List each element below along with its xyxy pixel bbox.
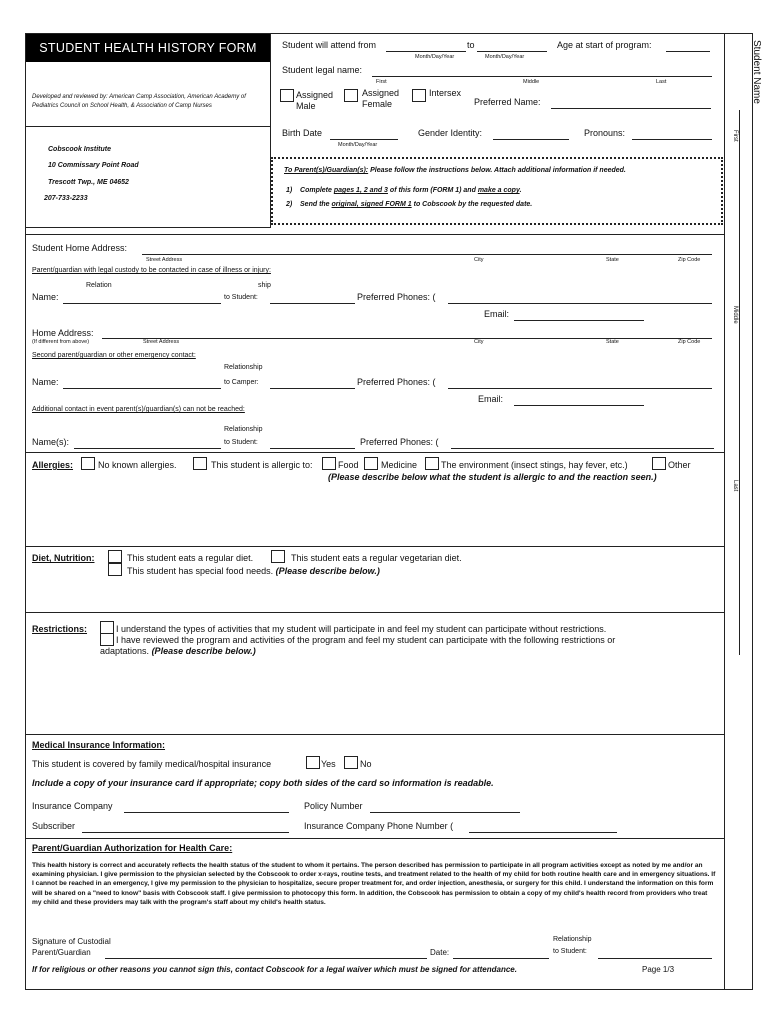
allergies-describe: (Please describe below what the student is allergic to and the reaction seen.) [328,472,657,482]
insurance-copy-note: Include a copy of your insurance card if appropriate; copy both sides of the card so information is readable. [32,778,494,788]
insurance-no-label: No [360,759,372,769]
other-allergy-checkbox[interactable] [652,457,666,470]
auth-relationship-label: Relationship [553,936,592,943]
policy-number-label: Policy Number [304,801,363,811]
side-middle-label: Middle [732,306,738,324]
mdy-label-1: Month/Day/Year [415,54,455,60]
section-divider-allergies [25,452,724,453]
section-divider-insurance [25,734,724,735]
org-phone: 207-733-2233 [44,195,88,202]
preferred-name-label: Preferred Name: [474,97,541,107]
section-divider-restrictions [25,612,724,613]
auth-to-student-label: to Student: [553,948,587,955]
mdy-label-2: Month/Day/Year [485,54,525,60]
restrictions-description-area[interactable] [30,660,720,730]
parent-phones-label: Preferred Phones: ( [357,292,436,302]
environment-checkbox[interactable] [425,457,439,470]
side-column-divider [724,33,725,990]
additional-to-student-label: to Student: [224,439,258,446]
insurance-company-label: Insurance Company [32,801,113,811]
street2-label: Street Address [143,339,180,345]
allergies-label: Allergies: [32,460,74,470]
food-label: Food [338,460,359,470]
with-restrictions-label: I have reviewed the program and activities of the program and feel my student can participate with the following restrictions or [116,635,616,645]
assigned-male-checkbox[interactable] [280,89,294,102]
medicine-checkbox[interactable] [364,457,378,470]
relationship2-label: Relationship [224,364,263,371]
vegetarian-label: This student eats a regular vegetarian diet. [291,553,462,563]
side-first-label: First [732,130,738,142]
special-diet-label: This student has special food needs. (Please describe below.) [127,566,380,576]
zip-label: Zip Code [678,257,701,263]
assigned-female-label: Assigned Female [362,88,400,109]
additional-contact-heading: Additional contact in event parent(s)/guardian(s) can not be reached: [32,406,245,413]
authorization-text: This health history is correct and accurately reflects the health status of the student to whom it pertains. The person described has permission to participate in all program activities except as noted by me and/or an examining physician. I give permission to the physician selected by the Cobscook to order x-rays, routine tests, and treatment related to the health of my child for both routine health care and in emergency situations. If I cannot be reached in an emergency, I give my permission to the physician to hospitalize, secure proper treatment for, and order injection, anesthesia, or surgery for this child. I understand the information on this form will be shared on a "need to know" basis with Cobscook staff. I give permission to photocopy this form. In addition, the Cobscook has permission to obtain a copy of my child's health record from providers who treat my child and these providers may talk with the program's staff about my child's health status. [32,862,716,906]
regular-diet-label: This student eats a regular diet. [127,553,254,563]
auth-relationship-field[interactable] [598,948,712,959]
vegetarian-checkbox[interactable] [271,550,285,563]
page-number: Page 1/3 [642,965,675,974]
diet-description-area[interactable] [30,580,720,610]
second-phone-field[interactable] [448,377,712,389]
section-divider-contacts [25,234,724,235]
home-address-label: Student Home Address: [32,243,128,253]
form-title: STUDENT HEALTH HISTORY FORM [39,41,257,55]
policy-number-field[interactable] [370,801,520,813]
legal-name-label: Student legal name: [282,65,363,75]
date-label: Date: [430,948,450,957]
city-label: City [474,257,484,263]
insurance-yes-checkbox[interactable] [306,756,320,769]
home-address-field[interactable] [142,243,712,255]
second-email-label: Email: [478,394,504,404]
additional-phones-label: Preferred Phones: ( [360,437,439,447]
pronouns-label: Pronouns: [584,128,626,138]
preferred-name-field[interactable] [551,97,711,109]
subscriber-field[interactable] [82,821,289,833]
parent-phone-field[interactable] [448,292,712,304]
other-allergy-label: Other [668,460,691,470]
org-address1: 10 Commissary Point Road [48,162,139,169]
regular-diet-checkbox[interactable] [108,550,122,563]
header-divider [26,126,270,127]
medicine-label: Medicine [381,460,418,470]
parent-contact-heading: Parent/guardian with legal custody to be contacted in case of illness or injury: [32,267,271,274]
second-to-camper-label: to Camper: [224,379,259,386]
special-diet-checkbox[interactable] [108,563,122,576]
authorization-heading: Parent/Guardian Authorization for Health Care: [32,843,233,853]
parent-to-student-label: to Student: [224,294,258,301]
state2-label: State [606,339,619,345]
home-address2-field[interactable] [102,327,712,339]
environment-label: The environment (insect stings, hay fever, etc.) [441,460,628,470]
second-email-field[interactable] [514,394,644,406]
developer-note: Developed and reviewed by: American Camp Association, American Academy of Pediatrics Council on School Health, & Association of Camp Nurses [32,94,246,109]
restrictions-label: Restrictions: [32,624,88,634]
relationship-label-b: ship [258,282,271,289]
gender-identity-field[interactable] [493,128,569,140]
parent-email-field[interactable] [514,309,644,321]
legal-last-label: Last [656,79,667,85]
allergic-to-label: This student is allergic to: [211,460,313,470]
birth-date-field[interactable] [330,128,398,140]
insurance-company-field[interactable] [124,801,289,813]
org-name: Cobscook Institute [48,146,112,153]
assigned-female-checkbox[interactable] [344,89,358,102]
subscriber-label: Subscriber [32,821,76,831]
additional-names-field[interactable] [74,437,221,449]
birth-date-label: Birth Date [282,128,323,138]
birth-mdy-label: Month/Day/Year [338,142,378,148]
age-field[interactable] [666,40,710,52]
street-label: Street Address [146,257,183,263]
insurance-covered-label: This student is covered by family medical/hospital insurance [32,759,272,769]
relationship-label-a: Relation [86,282,112,289]
adaptations-label: adaptations. (Please describe below.) [100,646,256,656]
instructions-heading: To Parent(s)/Guardian(s): Please follow the instructions below. Attach additional information if needed. [284,167,626,174]
no-allergies-label: No known allergies. [98,460,177,470]
attend-from-field[interactable] [386,40,466,52]
second-contact-heading: Second parent/guardian or other emergency contact: [32,352,196,359]
home-address2-label: Home Address: [32,328,94,338]
second-relationship-field[interactable] [270,377,355,389]
attend-to-label: to [467,40,475,50]
no-restrictions-label: I understand the types of activities that my student will participate in and feel my student can participate without restrictions. [116,624,607,634]
date-field[interactable] [453,948,549,959]
diet-label: Diet, Nutrition: [32,553,95,563]
zip2-label: Zip Code [678,339,701,345]
state-label: State [606,257,619,263]
assigned-male-label: Assigned Male [296,90,334,111]
additional-names-label: Name(s): [32,437,70,447]
food-checkbox[interactable] [322,457,336,470]
parent-name-field[interactable] [63,292,221,304]
parent-relationship-field[interactable] [270,292,355,304]
side-last-label: Last [732,480,738,492]
second-name-label: Name: [32,377,59,387]
intersex-label: Intersex [429,88,462,98]
relationship3-label: Relationship [224,426,263,433]
age-label: Age at start of program: [557,40,652,50]
legal-name-field[interactable] [372,65,712,77]
instructions-item-1: 1) Complete pages 1, 2 and 3 of this form (FORM 1) and make a copy. [286,187,522,194]
section-divider-authorization [25,838,724,839]
legal-first-label: First [376,79,387,85]
company-phone-field[interactable] [469,821,617,833]
second-name-field[interactable] [63,377,221,389]
second-phones-label: Preferred Phones: ( [357,377,436,387]
attend-label: Student will attend from [282,40,377,50]
company-phone-label: Insurance Company Phone Number ( [304,821,454,831]
intersex-checkbox[interactable] [412,89,426,102]
signature-label-2: Parent/Guardian [32,948,91,957]
legal-waiver-note: If for religious or other reasons you cannot sign this, contact Cobscook for a legal waiver which must be signed for attendance. [32,965,517,974]
with-restrictions-checkbox[interactable] [100,633,114,646]
attend-to-field[interactable] [477,40,547,52]
insurance-yes-label: Yes [321,759,336,769]
section-divider-diet [25,546,724,547]
parent-email-label: Email: [484,309,510,319]
if-different-label: (If different from above) [32,339,90,345]
org-address2: Trescott Twp., ME 04652 [48,179,129,186]
gender-identity-label: Gender Identity: [418,128,483,138]
instructions-item-2: 2) Send the original, signed FORM 1 to Cobscook by the requested date. [286,201,533,208]
insurance-heading: Medical Insurance Information: [32,740,166,750]
allergic-checkbox[interactable] [193,457,207,470]
insurance-no-checkbox[interactable] [344,756,358,769]
allergies-description-area[interactable] [30,486,720,544]
signature-label-1: Signature of Custodial [32,937,111,946]
side-name-line[interactable] [739,110,740,655]
legal-middle-label: Middle [523,79,540,85]
additional-phone-field[interactable] [451,437,714,449]
side-student-name-title: Student Name [751,40,762,104]
no-allergies-checkbox[interactable] [81,457,95,470]
city2-label: City [474,339,484,345]
pronouns-field[interactable] [632,128,712,140]
parent-name-label: Name: [32,292,59,302]
additional-relationship-field[interactable] [270,437,355,449]
signature-field[interactable] [105,948,427,959]
